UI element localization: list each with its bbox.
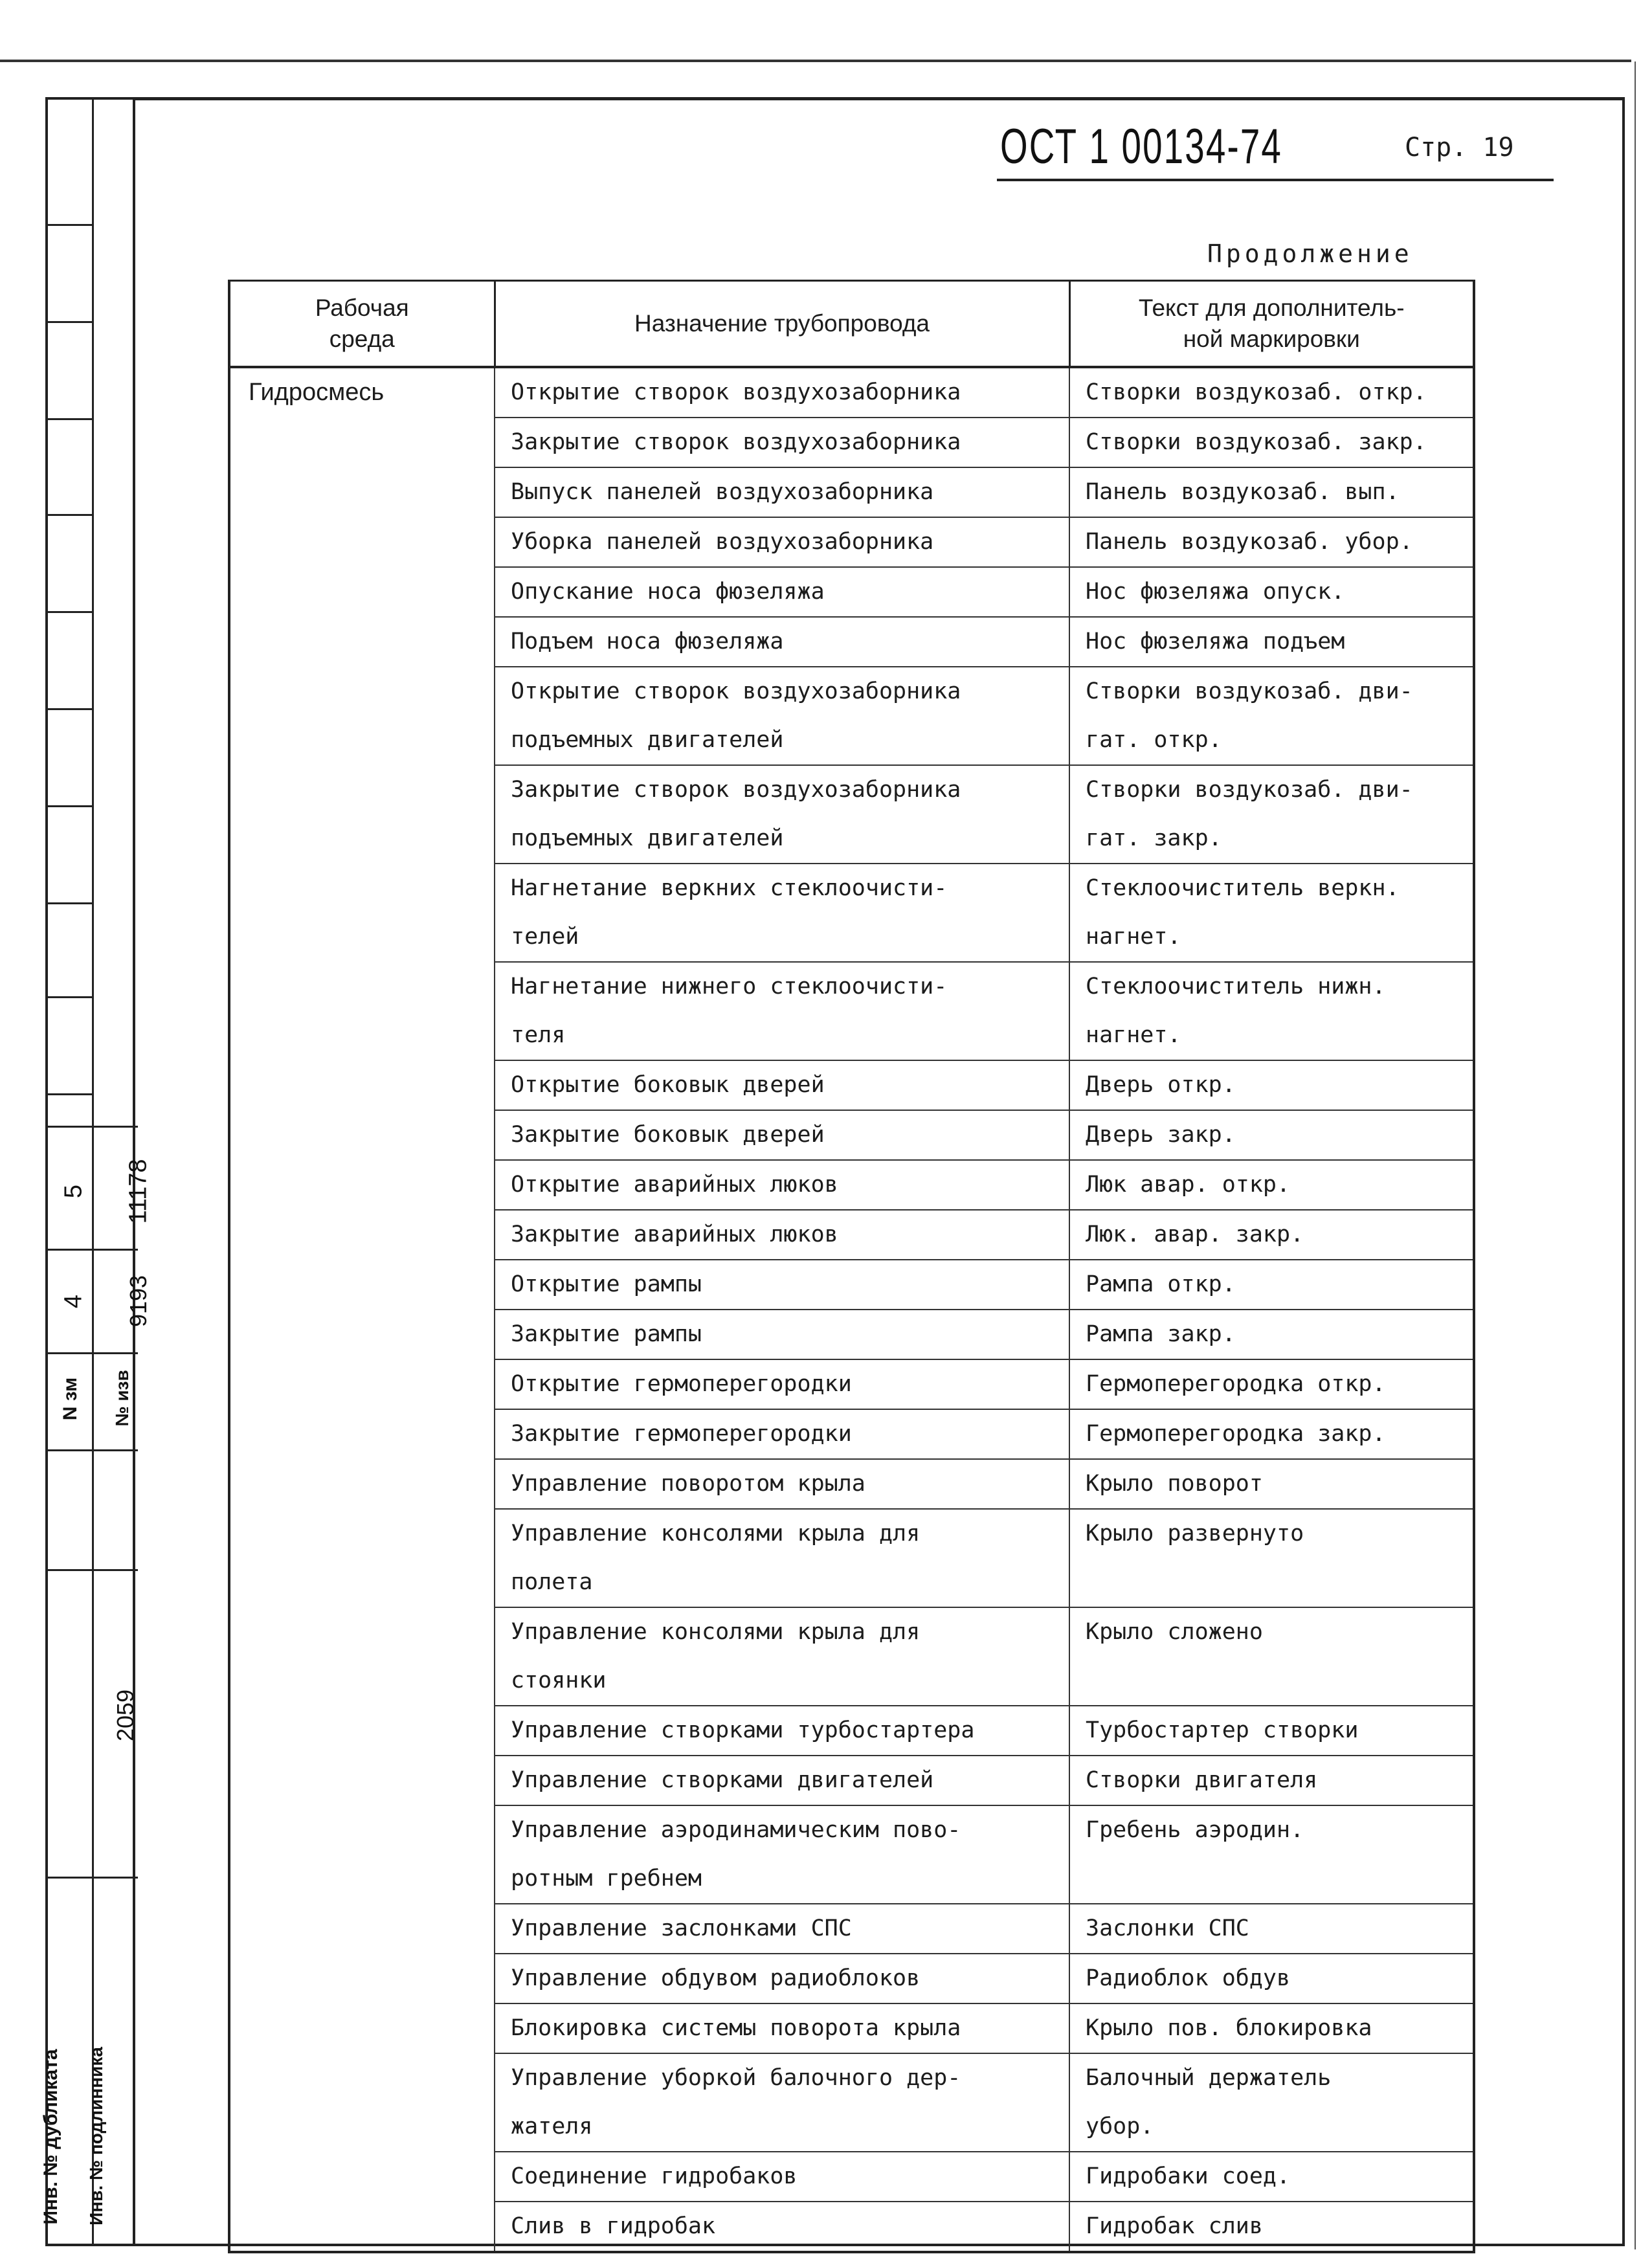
table-body: [229, 367, 1474, 2252]
medium-cell: [229, 1310, 495, 1359]
doc-column-label: № изв: [112, 1370, 132, 1427]
marking-cell: Крыло развернуто: [1069, 1509, 1474, 1607]
purpose-cell: Закрытие створок воздухозаборника: [495, 418, 1069, 467]
purpose-cell: Нагнетание нижнего стеклоочисти- теля: [495, 962, 1069, 1060]
marking-cell: Гребень аэродин.: [1069, 1805, 1474, 1904]
change-column-label: N зм: [60, 1377, 81, 1421]
medium-cell: [229, 864, 495, 962]
purpose-cell: Управление обдувом радиоблоков: [495, 1954, 1069, 2003]
medium-cell: [229, 1210, 495, 1260]
change-number-5: 5: [60, 1184, 87, 1199]
marking-cell: Крыло сложено: [1069, 1607, 1474, 1706]
medium-cell: [229, 418, 495, 467]
medium-cell: [229, 467, 495, 517]
medium-cell: [229, 617, 495, 667]
purpose-cell: Закрытие боковык дверей: [495, 1110, 1069, 1160]
strip-line: [48, 418, 92, 420]
marking-cell: Люк авар. откр.: [1069, 1160, 1474, 1210]
document-code: ОСТ 1 00134-74: [1000, 119, 1283, 174]
purpose-cell: Управление створками турбостартера: [495, 1706, 1069, 1756]
marking-cell: Панель воздукозаб. вып.: [1069, 467, 1474, 517]
strip-line: [48, 1126, 138, 1128]
table-row: [229, 1805, 1474, 1904]
change-number-4: 4: [60, 1294, 87, 1309]
strip-divider: [92, 100, 94, 2244]
marking-cell: Стеклоочиститель нижн. нагнет.: [1069, 962, 1474, 1060]
frame-ghost-line: [1635, 61, 1636, 2249]
marking-cell: Панель воздукозаб. убор.: [1069, 517, 1474, 567]
table-row: [229, 1509, 1474, 1607]
table-row: [229, 2202, 1474, 2252]
strip-line: [48, 1449, 138, 1451]
table-row: [229, 1409, 1474, 1459]
pipeline-marking-table: [228, 280, 1475, 2253]
marking-cell: Нос фюзеляжа подъем: [1069, 617, 1474, 667]
marking-cell: Стеклоочиститель веркн. нагнет.: [1069, 864, 1474, 962]
table-row: [229, 667, 1474, 765]
table-row: [229, 765, 1474, 864]
top-rule: [0, 60, 1631, 62]
purpose-cell: Управление створками двигателей: [495, 1756, 1069, 1805]
medium-cell: [229, 1359, 495, 1409]
table-row: [229, 1904, 1474, 1954]
marking-cell: Гидробак слив: [1069, 2202, 1474, 2252]
table-row: [229, 1260, 1474, 1310]
medium-cell: [229, 765, 495, 864]
strip-line: [48, 902, 92, 904]
marking-cell: Крыло пов. блокировка: [1069, 2003, 1474, 2053]
table-row: [229, 962, 1474, 1060]
medium-cell: [229, 1706, 495, 1756]
purpose-cell: Управление аэродинамическим пово- ротным гребнем: [495, 1805, 1069, 1904]
table-row: [229, 1459, 1474, 1509]
marking-cell: Створки воздукозаб. дви- гат. откр.: [1069, 667, 1474, 765]
marking-cell: Створки двигателя: [1069, 1756, 1474, 1805]
purpose-cell: Открытие гермоперегородки: [495, 1359, 1069, 1409]
strip-line: [48, 1569, 138, 1571]
purpose-cell: Управление поворотом крыла: [495, 1459, 1069, 1509]
medium-cell: [229, 1260, 495, 1310]
table-row: [229, 1060, 1474, 1110]
original-inventory-label: Инв. № подлинника: [86, 2047, 106, 2226]
purpose-cell: Открытие аварийных люков: [495, 1160, 1069, 1210]
purpose-cell: Управление консолями крыла для стоянки: [495, 1607, 1069, 1706]
document-code-underline: [997, 179, 1554, 181]
purpose-cell: Закрытие гермоперегородки: [495, 1409, 1069, 1459]
revision-strip: [40, 97, 152, 2246]
medium-cell: [229, 1459, 495, 1509]
marking-cell: Дверь закр.: [1069, 1110, 1474, 1160]
medium-cell: [229, 667, 495, 765]
medium-cell: [229, 2152, 495, 2202]
strip-line: [48, 708, 92, 710]
medium-cell: [229, 1756, 495, 1805]
table-row: [229, 617, 1474, 667]
medium-cell: [229, 2202, 495, 2252]
medium-cell: [229, 1409, 495, 1459]
medium-cell: [229, 1160, 495, 1210]
purpose-cell: Блокировка системы поворота крыла: [495, 2003, 1069, 2053]
medium-cell: [229, 517, 495, 567]
table-row: [229, 467, 1474, 517]
table-row: [229, 1607, 1474, 1706]
strip-line: [48, 224, 92, 226]
purpose-cell: Открытие рампы: [495, 1260, 1069, 1310]
purpose-cell: Соединение гидробаков: [495, 2152, 1069, 2202]
header-purpose: Назначение трубопровода: [495, 281, 1069, 368]
medium-cell: [229, 567, 495, 617]
medium-cell: [229, 1904, 495, 1954]
table-row: [229, 1310, 1474, 1359]
medium-cell: [229, 2003, 495, 2053]
table-row: [229, 1210, 1474, 1260]
strip-line: [48, 611, 92, 613]
table-row: [229, 2003, 1474, 2053]
marking-cell: Турбостартер створки: [1069, 1706, 1474, 1756]
strip-line: [48, 1093, 92, 1095]
marking-cell: Гермоперегородка закр.: [1069, 1409, 1474, 1459]
purpose-cell: Управление консолями крыла для полета: [495, 1509, 1069, 1607]
medium-cell: [229, 1060, 495, 1110]
original-inventory-number: 2059: [112, 1689, 139, 1742]
table-row: [229, 864, 1474, 962]
marking-cell: Гидробаки соед.: [1069, 2152, 1474, 2202]
medium-cell: [229, 367, 495, 418]
duplicate-inventory-label: Инв. № дубликата: [40, 2049, 61, 2225]
table-header-row: [229, 281, 1474, 368]
page-number: Стр. 19: [1405, 133, 1514, 162]
marking-cell: Нос фюзеляжа опуск.: [1069, 567, 1474, 617]
strip-line: [48, 1249, 138, 1251]
marking-cell: Радиоблок обдув: [1069, 1954, 1474, 2003]
table-row: [229, 1954, 1474, 2003]
marking-cell: Дверь откр.: [1069, 1060, 1474, 1110]
purpose-cell: Опускание носа фюзеляжа: [495, 567, 1069, 617]
marking-cell: Крыло поворот: [1069, 1459, 1474, 1509]
doc-number-9193: 9193: [125, 1275, 151, 1328]
strip-line: [48, 996, 92, 998]
marking-cell: Створки воздукозаб. закр.: [1069, 418, 1474, 467]
strip-line: [48, 321, 92, 323]
marking-cell: Заслонки СПС: [1069, 1904, 1474, 1954]
medium-cell: [229, 1954, 495, 2003]
purpose-cell: Открытие боковык дверей: [495, 1060, 1069, 1110]
marking-cell: Люк. авар. закр.: [1069, 1210, 1474, 1260]
header-marking: Текст для дополнитель- ной маркировки: [1069, 281, 1474, 368]
medium-cell: [229, 1607, 495, 1706]
marking-cell: Рампа откр.: [1069, 1260, 1474, 1310]
strip-line: [48, 805, 92, 807]
marking-cell: Рампа закр.: [1069, 1310, 1474, 1359]
medium-cell: [229, 1805, 495, 1904]
medium-cell: [229, 1509, 495, 1607]
doc-number-11178: 11178: [124, 1159, 152, 1224]
table-row: [229, 2053, 1474, 2152]
purpose-cell: Уборка панелей воздухозаборника: [495, 517, 1069, 567]
medium-cell: [229, 962, 495, 1060]
table-row: [229, 567, 1474, 617]
table-row: [229, 1160, 1474, 1210]
purpose-cell: Открытие створок воздухозаборника подъемных двигателей: [495, 667, 1069, 765]
table-row: [229, 418, 1474, 467]
purpose-cell: Открытие створок воздухозаборника: [495, 367, 1069, 418]
table-row: [229, 517, 1474, 567]
medium-value: Гидросмесь: [249, 379, 385, 406]
strip-line: [48, 514, 92, 516]
purpose-cell: Закрытие рампы: [495, 1310, 1069, 1359]
header-medium: Рабочая среда: [229, 281, 495, 368]
purpose-cell: Слив в гидробак: [495, 2202, 1069, 2252]
table-row: [229, 1110, 1474, 1160]
purpose-cell: Нагнетание веркних стеклоочисти- телей: [495, 864, 1069, 962]
purpose-cell: Управление уборкой балочного дер- жателя: [495, 2053, 1069, 2152]
marking-cell: Створки воздукозаб. дви- гат. закр.: [1069, 765, 1474, 864]
continuation-label: Продолжение: [1207, 240, 1413, 268]
purpose-cell: Закрытие створок воздухозаборника подъемных двигателей: [495, 765, 1069, 864]
table-row: [229, 2152, 1474, 2202]
purpose-cell: Выпуск панелей воздухозаборника: [495, 467, 1069, 517]
table-row: [229, 1359, 1474, 1409]
marking-cell: Балочный держатель убор.: [1069, 2053, 1474, 2152]
strip-line: [48, 1877, 138, 1879]
purpose-cell: Управление заслонками СПС: [495, 1904, 1069, 1954]
marking-cell: Гермоперегородка откр.: [1069, 1359, 1474, 1409]
table-row: [229, 1706, 1474, 1756]
marking-cell: Створки воздукозаб. откр.: [1069, 367, 1474, 418]
table-row: [229, 367, 1474, 418]
purpose-cell: Закрытие аварийных люков: [495, 1210, 1069, 1260]
medium-cell: [229, 2053, 495, 2152]
table-row: [229, 1756, 1474, 1805]
purpose-cell: Подъем носа фюзеляжа: [495, 617, 1069, 667]
medium-cell: [229, 1110, 495, 1160]
